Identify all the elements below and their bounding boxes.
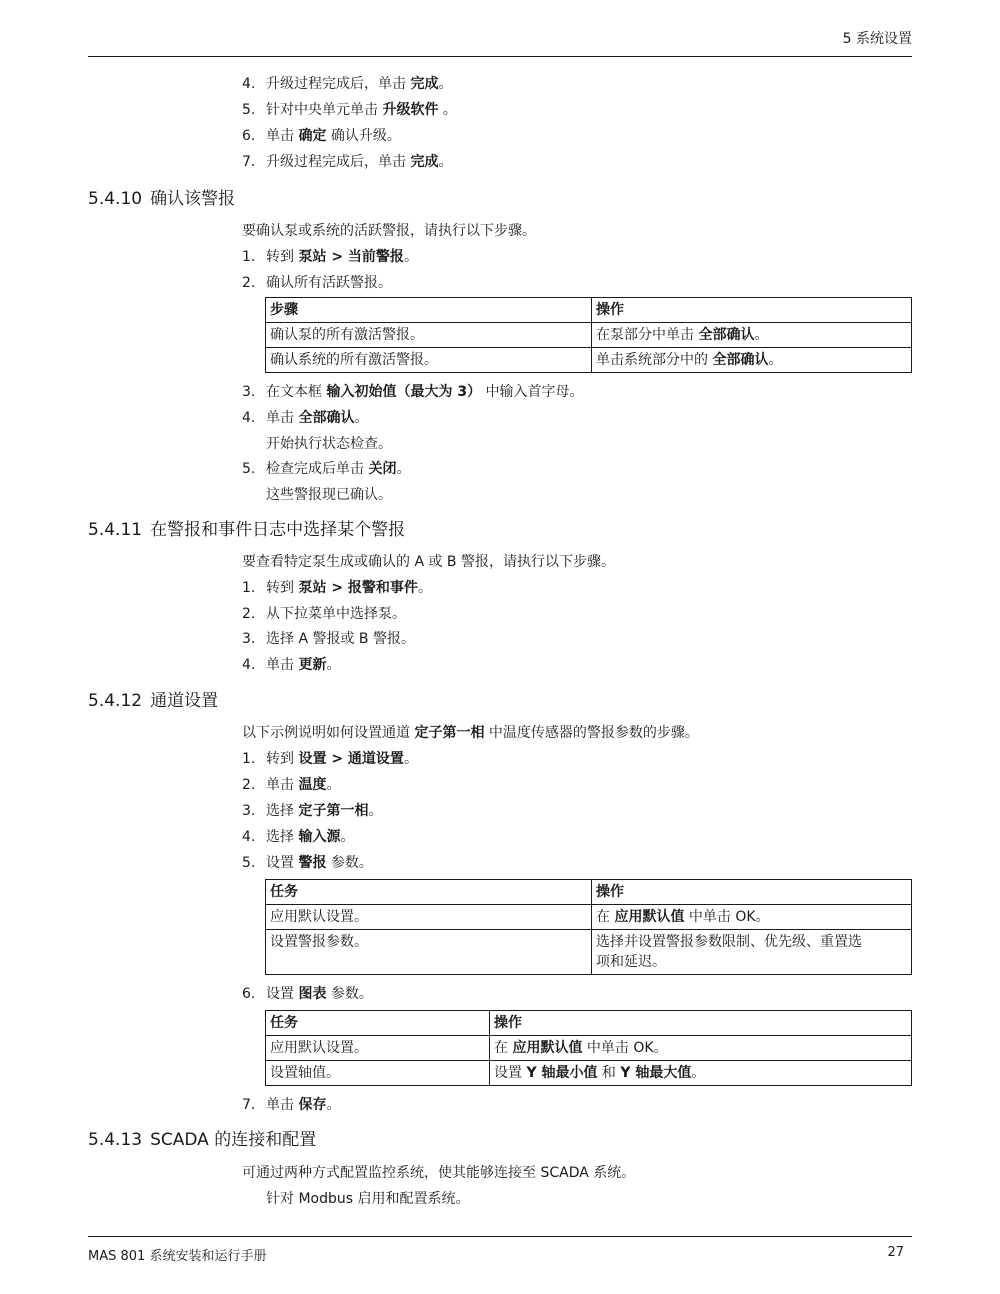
table-confirm-alarms xyxy=(265,297,912,373)
step-number: 2. xyxy=(242,777,256,793)
step-text: 升级过程完成后，单击 完成。 xyxy=(266,154,453,170)
table-header-cell: 任务 xyxy=(266,880,592,905)
step-number: 1. xyxy=(242,580,256,596)
step-note: 这些警报现已确认。 xyxy=(266,487,392,503)
step-text: 选择 A 警报或 B 警报。 xyxy=(266,631,415,647)
step-number: 5. xyxy=(242,461,256,477)
table-cell: 确认泵的所有激活警报。 xyxy=(266,323,592,348)
table-row xyxy=(266,323,912,348)
step-number: 3. xyxy=(242,384,256,400)
table-cell: 设置 Y 轴最小值 和 Y 轴最大值。 xyxy=(490,1061,912,1086)
table-cell: 在 应用默认值 中单击 OK。 xyxy=(490,1036,912,1061)
section-heading-5412: 5.4.12 通道设置 xyxy=(88,691,219,711)
section-intro: 以下示例说明如何设置通道 定子第一相 中温度传感器的警报参数的步骤。 xyxy=(242,725,699,741)
step-text: 转到 泵站 > 当前警报。 xyxy=(266,249,418,265)
section-heading-5413: 5.4.13 SCADA 的连接和配置 xyxy=(88,1130,317,1150)
table-cell: 应用默认设置。 xyxy=(266,905,592,930)
section-heading-5411: 5.4.11 在警报和事件日志中选择某个警报 xyxy=(88,520,406,540)
step-number: 5. xyxy=(242,855,256,871)
step-number: 4. xyxy=(242,657,256,673)
step-text: 单击 确定 确认升级。 xyxy=(266,128,401,144)
step-note: 开始执行状态检查。 xyxy=(266,436,392,452)
header-chapter: 5 系统设置 xyxy=(842,31,912,47)
step-text: 确认所有活跃警报。 xyxy=(266,275,392,291)
step-number: 7. xyxy=(242,154,256,170)
table-header-cell: 步骤 xyxy=(266,298,592,323)
table-cell: 单击系统部分中的 全部确认。 xyxy=(592,348,912,373)
table-row xyxy=(266,905,912,930)
step-number: 1. xyxy=(242,751,256,767)
step-text: 单击 更新。 xyxy=(266,657,341,673)
step-text: 转到 设置 > 通道设置。 xyxy=(266,751,418,767)
step-number: 4. xyxy=(242,829,256,845)
step-text: 在文本框 输入初始值（最大为 3） 中输入首字母。 xyxy=(266,384,584,400)
table-header-cell: 操作 xyxy=(592,298,912,323)
table-row xyxy=(266,930,912,975)
table-header-cell: 任务 xyxy=(266,1011,490,1036)
page-number: 27 xyxy=(887,1245,904,1260)
step-number: 2. xyxy=(242,275,256,291)
step-number: 1. xyxy=(242,249,256,265)
step-text: 检查完成后单击 关闭。 xyxy=(266,461,411,477)
table-header-cell: 操作 xyxy=(490,1011,912,1036)
step-number: 6. xyxy=(242,986,256,1002)
table-cell: 确认系统的所有激活警报。 xyxy=(266,348,592,373)
section-note: 针对 Modbus 启用和配置系统。 xyxy=(266,1191,470,1207)
section-heading-5410: 5.4.10 确认该警报 xyxy=(88,189,236,209)
table-cell: 在 应用默认值 中单击 OK。 xyxy=(592,905,912,930)
table-chart-params xyxy=(265,1010,912,1086)
table-row xyxy=(266,348,912,373)
step-text: 选择 输入源。 xyxy=(266,829,355,845)
table-cell: 选择并设置警报参数限制、优先级、重置选 项和延迟。 xyxy=(592,930,912,975)
step-number: 6. xyxy=(242,128,256,144)
step-number: 5. xyxy=(242,102,256,118)
table-cell: 在泵部分中单击 全部确认。 xyxy=(592,323,912,348)
step-text: 设置 图表 参数。 xyxy=(266,986,373,1002)
step-text: 单击 温度。 xyxy=(266,777,341,793)
step-text: 选择 定子第一相。 xyxy=(266,803,383,819)
section-intro: 要查看特定泵生成或确认的 A 或 B 警报，请执行以下步骤。 xyxy=(242,554,615,570)
step-number: 3. xyxy=(242,803,256,819)
step-text: 针对中央单元单击 升级软件 。 xyxy=(266,102,457,118)
footer-manual-title: MAS 801 系统安装和运行手册 xyxy=(88,1249,267,1264)
step-number: 7. xyxy=(242,1097,256,1113)
section-intro: 可通过两种方式配置监控系统，使其能够连接至 SCADA 系统。 xyxy=(242,1165,636,1181)
step-text: 设置 警报 参数。 xyxy=(266,855,373,871)
step-number: 2. xyxy=(242,606,256,622)
table-row xyxy=(266,1061,912,1086)
table-cell: 设置警报参数。 xyxy=(266,930,592,975)
step-text: 升级过程完成后，单击 完成。 xyxy=(266,76,453,92)
table-alarm-params xyxy=(265,879,912,975)
step-number: 4. xyxy=(242,410,256,426)
step-text: 单击 保存。 xyxy=(266,1097,341,1113)
table-cell: 设置轴值。 xyxy=(266,1061,490,1086)
step-text: 从下拉菜单中选择泵。 xyxy=(266,606,406,622)
step-text: 转到 泵站 > 报警和事件。 xyxy=(266,580,432,596)
footer-rule xyxy=(88,1236,912,1237)
section-intro: 要确认泵或系统的活跃警报，请执行以下步骤。 xyxy=(242,223,536,239)
table-row xyxy=(266,1036,912,1061)
header-rule xyxy=(88,56,912,57)
step-text: 单击 全部确认。 xyxy=(266,410,369,426)
table-cell: 应用默认设置。 xyxy=(266,1036,490,1061)
step-number: 3. xyxy=(242,631,256,647)
step-number: 4. xyxy=(242,76,256,92)
table-header-cell: 操作 xyxy=(592,880,912,905)
